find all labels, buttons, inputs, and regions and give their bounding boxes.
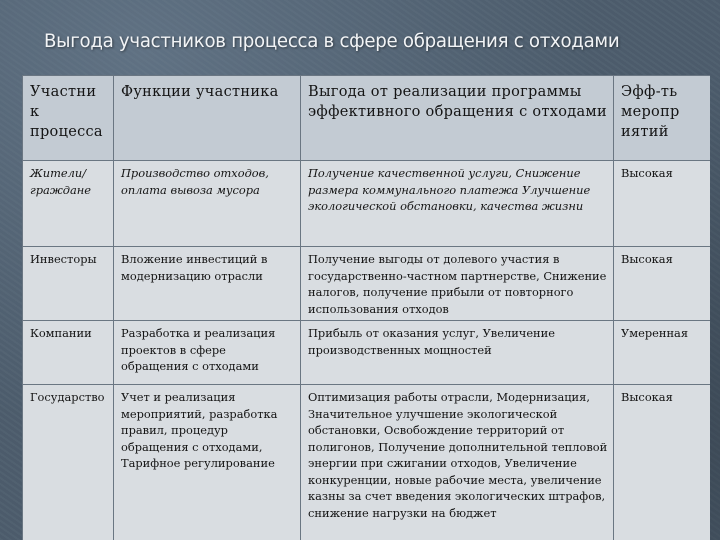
cell-participant: Компании (23, 321, 114, 385)
table-header-row (23, 76, 711, 161)
cell-participant: Инвесторы (23, 247, 114, 321)
cell-function: Производство отходов, оплата вывоза мусора (114, 161, 301, 247)
table-row (23, 385, 711, 540)
cell-benefit: Получение качественной услуги, Снижение размера коммунального платежа Улучшение экологической обстановки, качества жизни (301, 161, 614, 247)
cell-benefit: Получение выгоды от долевого участия в государственно-частном партнерстве, Снижение налогов, получение прибыли от повторного использования отходов (301, 247, 614, 321)
table-row (23, 161, 711, 247)
header-efficiency: Эфф-ть меропр иятий (614, 76, 711, 161)
cell-efficiency: Умеренная (614, 321, 711, 385)
slide-title: Выгода участников процесса в сфере обращения с отходами (44, 31, 620, 52)
cell-function: Учет и реализация мероприятий, разработка правил, процедур обращения с отходами, Тарифное регулирование (114, 385, 301, 540)
cell-benefit: Оптимизация работы отрасли, Модернизация, Значительное улучшение экологической обстановки, Освобождение территорий от полигонов, Получение дополнительной тепловой энергии при сжигании отходов, Увеличение конкуренции, новые рабочие места, увеличение казны за счет введения экологических штрафов, снижение нагрузки на бюджет (301, 385, 614, 540)
benefits-table (22, 75, 710, 540)
table-row (23, 321, 711, 385)
cell-efficiency: Высокая (614, 247, 711, 321)
cell-benefit: Прибыль от оказания услуг, Увеличение производственных мощностей (301, 321, 614, 385)
benefits-table-container (22, 75, 710, 540)
cell-efficiency: Высокая (614, 385, 711, 540)
header-participant: Участни к процесса (23, 76, 114, 161)
cell-function: Вложение инвестиций в модернизацию отрасли (114, 247, 301, 321)
cell-efficiency: Высокая (614, 161, 711, 247)
header-function: Функции участника (114, 76, 301, 161)
cell-participant: Жители/ граждане (23, 161, 114, 247)
table-row (23, 247, 711, 321)
cell-function: Разработка и реализация проектов в сфере обращения с отходами (114, 321, 301, 385)
cell-participant: Государство (23, 385, 114, 540)
header-benefit: Выгода от реализации программы эффективного обращения с отходами (301, 76, 614, 161)
